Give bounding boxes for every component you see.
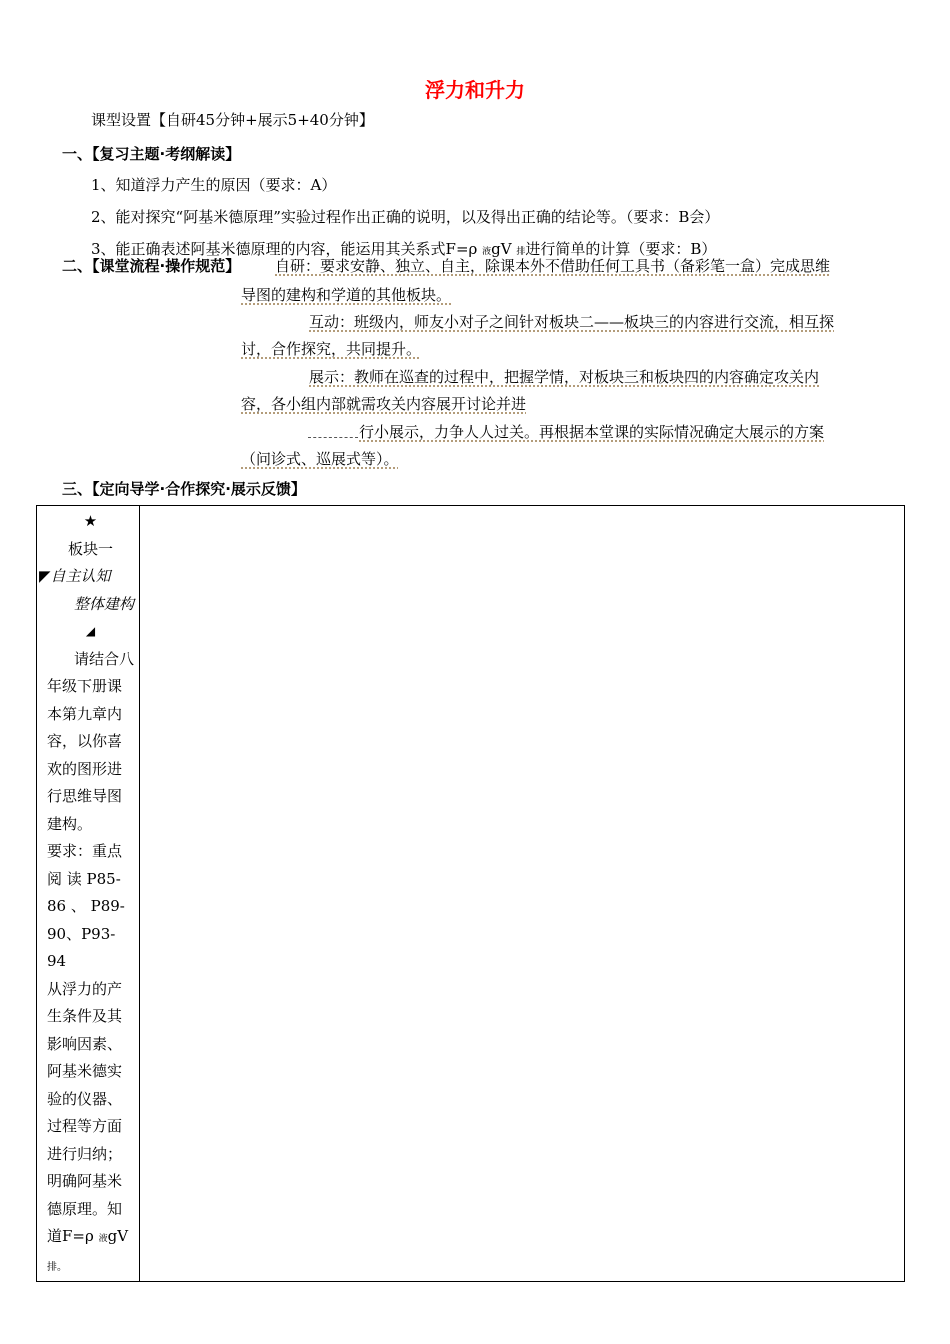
desc-line-2: 年级下册课 <box>47 677 123 695</box>
section2-heading: 二、【课堂流程·操作规范】 <box>62 257 241 275</box>
item3-post: 进行简单的计算（要求：B） <box>525 240 717 258</box>
req-line-10: 过程等方面 <box>47 1117 123 1135</box>
corner-triangle-icon: ◢ <box>85 624 96 638</box>
desc-line-1: 请结合八 <box>73 649 134 668</box>
desc-line-3: 本第九章内 <box>47 704 123 723</box>
interaction-line-1: 互动：班级内，师友小对子之间针对板块二——板块三的内容进行交流，相互探 <box>309 313 835 331</box>
req-line-8: 阿基米德实 <box>47 1062 123 1080</box>
formula-pre: 道F=ρ <box>47 1227 99 1245</box>
star-icon: ★ <box>83 512 98 530</box>
req-line-6: 生条件及其 <box>47 1007 123 1025</box>
formula-post: gV <box>107 1227 129 1245</box>
course-setup: 课型设置【自研45分钟+展示5+40分钟】 <box>91 111 374 129</box>
section1-item-1: 1、知道浮力产生的原因（要求：A） <box>91 176 337 194</box>
item3-sub-displaced: 排 <box>516 247 526 257</box>
formula-tail: 排。 <box>47 1261 67 1273</box>
req-line-12: 明确阿基米 <box>47 1172 123 1190</box>
section1-item-2: 2、能对探究“阿基米德原理”实验过程作出正确的说明，以及得出正确的结论等。（要求：B会） <box>91 208 720 226</box>
block1-name: 板块一 <box>67 539 113 558</box>
section1-heading: 一、【复习主题·考纲解读】 <box>62 145 241 163</box>
formula-line <box>47 1223 134 1254</box>
req-line-11: 进行归纳； <box>47 1144 123 1163</box>
block1-content-cell[interactable] <box>140 506 905 1282</box>
block1-side-cell <box>37 506 140 1282</box>
req-line-4: 90、P93-94 <box>47 924 116 970</box>
desc-line-7: 建构。 <box>47 814 93 833</box>
self-study-line-1: 自研：要求安静、独立、自主，除课本外不借助任何工具书（备彩笔一盒）完成思维 <box>275 257 831 275</box>
req-line-1: 要求：重点 <box>47 842 123 860</box>
item3-pre: 3、能正确表述阿基米德原理的内容，能运用其关系式F=ρ <box>91 240 483 258</box>
display-line-2: 容，各小组内部就需攻关内容展开讨论并进 <box>241 395 527 413</box>
desc-line-4: 容，以你喜 <box>47 732 123 750</box>
display-line-3: 行小展示，力争人人过关。再根据本堂课的实际情况确定大展示的方案 <box>359 423 825 441</box>
req-line-5: 从浮力的产 <box>47 979 123 998</box>
item3-mid: gV <box>491 240 517 258</box>
desc-line-5: 欢的图形进 <box>47 759 123 778</box>
block-table <box>36 505 905 1282</box>
self-study-line-2: 导图的建构和学道的其他板块。 <box>241 286 452 304</box>
req-line-3: 86 、 P89- <box>47 897 125 915</box>
item3-sub-liquid: 液 <box>482 247 492 257</box>
indent-dash <box>308 437 358 438</box>
block1-subtitle-1: ◤自主认知 <box>39 567 111 585</box>
display-line-4: （问诊式、巡展式等）。 <box>241 450 399 468</box>
desc-line-6: 行思维导图 <box>47 787 123 805</box>
req-line-7: 影响因素、 <box>47 1034 123 1053</box>
section3-heading: 三、【定向导学·合作探究·展示反馈】 <box>62 480 306 498</box>
req-line-2: 阅 读 P85- <box>47 869 121 888</box>
display-line-1: 展示：教师在巡查的过程中，把握学情，对板块三和板块四的内容确定攻关内 <box>309 368 820 386</box>
formula-sub: 液 <box>98 1234 108 1244</box>
document-title: 浮力和升力 <box>425 78 525 102</box>
block1-subtitle-2: 整体建构 <box>73 594 134 613</box>
req-line-9: 验的仪器、 <box>47 1089 123 1108</box>
interaction-line-2: 讨，合作探究，共同提升。 <box>241 340 422 358</box>
req-line-13: 德原理。知 <box>47 1199 123 1218</box>
